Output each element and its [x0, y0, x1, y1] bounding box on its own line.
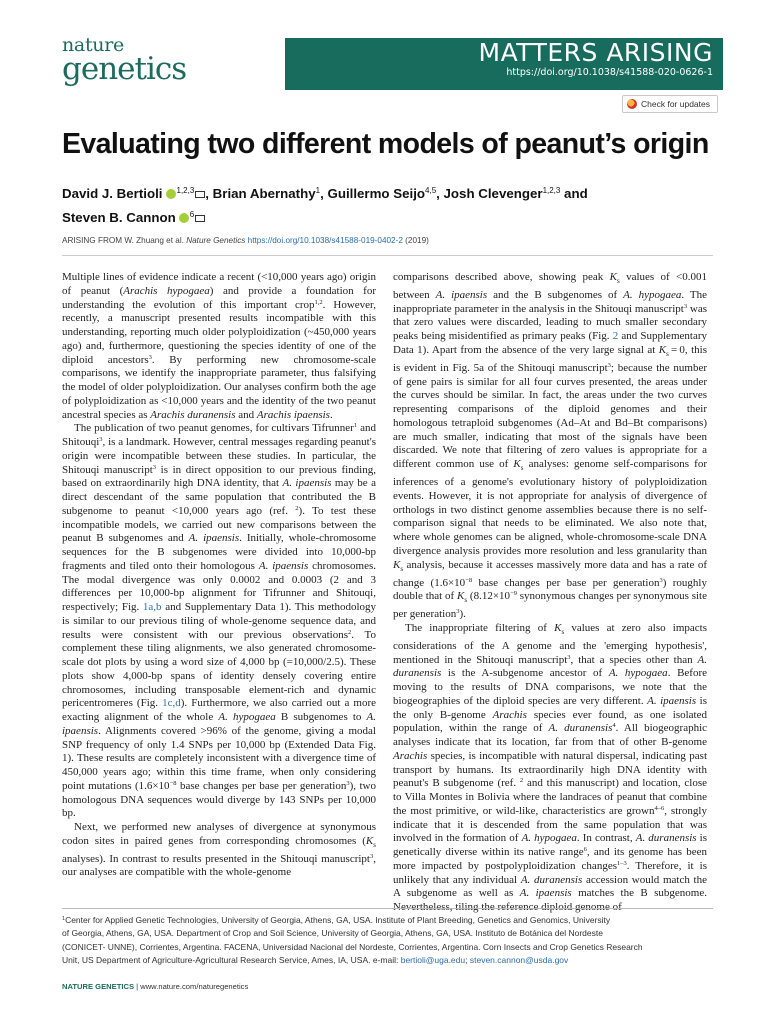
- paragraph: Next, we performed new analyses of divergence at synonymous codon sites in paired genes from corresponding chromosomes ($K_s$ analyses). In contrast to results presented in the Shitouqi manuscript$^3$, our analyses are compatible with the whole-genome: [62, 821, 376, 879]
- footnote-divider: [62, 908, 713, 909]
- email-icon[interactable]: [195, 191, 205, 198]
- paragraph: The inappropriate filtering of $K_s$ values at zero also impacts considerations of the A genome and the 'emerging hypothesis', mentioned in the Shitouqi manuscript$^3$, that a species other than A. duranensis is the A-subgenome ancestor of A. hypogaea. Before moving to the results of DNA comparisons, we note that the biogeographies of the diploid species are very different. A. ipaensis is the only B-genome Arachis species ever found, as one isolated population, within the range of A. duranensis$^4$. All biogeographic analyses indicate that its location, far from that of other B-genome Arachis species, is incompatible with natural dispersal, indicating past transport by humans. Its extraordinarily high DNA identity with peanut's B subgenome (ref. $^2$ and this manuscript) and location, close to Villa Montes in Bolivia where the landraces of peanut that combine the most primitive, or wild-like, characteristics are grown$^{4-6}$, strongly indicate that it is descended from the same population that was involved in the formation of A. hypogaea. In contrast, A. duranensis is genetically diverse within its native range$^6$, and its genome has been more impacted by postpolyploidization changes$^{1-3}$. Therefore, it is unlikely that any individual A. duranensis accession would match the A subgenome as well as A. ipaensis matches the B subgenome. Nevertheless, tiling the reference diploid genome of: [393, 621, 708, 914]
- arising-doi-link[interactable]: https://doi.org/10.1038/s41588-019-0402-2: [247, 236, 403, 245]
- body-column-right: [393, 271, 707, 915]
- author-name[interactable]: , Guillermo Seijo: [320, 186, 426, 201]
- paragraph: Multiple lines of evidence indicate a recent (<10,000 years ago) origin of peanut (Arachis hypogaea) and provide a foundation for understanding the evolution of this important crop$^{1,2}$. However, recently, a manuscript presented results incompatible with this understanding, reporting much older polyploidization (~450,000 years ago) and, furthermore, questioning the species identity of one of the diploid ancestors$^3$. By performing new chromosome-scale comparisons, we identify the inappropriate parameter, thus falsifying the model of older polyploidization. Our analyses confirm both the age of polyploidization as <10,000 years and the identity of the two peanut ancestral species as Arachis duranensis and Arachis ipaensis.: [62, 271, 377, 421]
- email-link[interactable]: steven.cannon@usda.gov: [469, 954, 569, 965]
- author-name[interactable]: Steven B. Cannon: [62, 210, 176, 225]
- email-icon[interactable]: [195, 215, 205, 222]
- arising-from: ARISING FROM W. Zhuang et al. Nature Genetics https://doi.org/10.1038/s41588-019-0402-2 (2019): [62, 236, 429, 245]
- journal-logo[interactable]: [62, 34, 202, 87]
- author-list: David J. Bertioli $^{1,2,3}$ , Brian Abernathy$^1$, Guillermo Seijo$^{4,5}$, Josh Clevenger$^{1,2,3}$ and Steven B. Cannon $^6$: [62, 186, 588, 225]
- matters-arising-banner: [285, 38, 723, 90]
- article-doi[interactable]: https://doi.org/10.1038/s41588-020-0626-1: [506, 67, 713, 78]
- body-column-left: [62, 271, 376, 880]
- footer-journal: NATURE GENETICS: [62, 982, 135, 991]
- check-updates-label: Check for updates: [641, 99, 710, 109]
- page-footer: [62, 982, 248, 991]
- crossmark-icon: [627, 99, 637, 109]
- affiliations: $^1$Center for Applied Genetic Technologies, University of Georgia, Athens, GA, USA. Institute of Plant Breeding, Genetics and Genomics, University of Georgia, Athens, GA, USA. Department of Crop and Soil Science, University of Georgia, Athens, GA, USA. Instituto de Botánica del Nordeste (CONICET- UNNE), Corrientes, Argentina. FACENA, Universidad Nacional del Nordeste, Corrientes, Argentina. Corn Insects and Crop Genetics Research Unit, US Department of Agriculture-Agricultural Research Service, Ames, IA, USA. e-mail: bertioli@uga.edu; steven.cannon@usda.gov: [62, 915, 643, 965]
- logo-genetics: genetics: [62, 51, 187, 87]
- author-name[interactable]: , Josh Clevenger: [436, 186, 543, 201]
- author-name[interactable]: David J. Bertioli: [62, 186, 163, 201]
- email-link[interactable]: bertioli@uga.edu: [400, 954, 466, 965]
- footer-site-link[interactable]: | www.nature.com/naturegenetics: [134, 982, 249, 991]
- check-updates-button[interactable]: [622, 95, 718, 113]
- logo-nature: nature: [62, 34, 124, 56]
- paragraph: comparisons described above, showing peak $K_s$ values of <0.001 between A. ipaensis and the B subgenomes of A. hypogaea. The inappropriate parameter in the analysis in the Shitouqi manuscript$^3$ was that zero values were discarded, leading to much smaller secondary peaks being misidentified as primary peaks (Fig. 2 and Supplementary Data 1). Apart from the absence of the very large signal at $K_s = 0$, this is evident in Fig. 5a of the Shitouqi manuscript$^3$; because the number of gene pairs is similar for all four curves presented, the areas under the curves should be similar. In fact, the areas under the two curves representing comparisons of the diploid genomes and their homologous tetraploid subgenomes (Ad–At and Bd–Bt comparisons) are much smaller, indicating that most of the signals have been discarded. We note that filtering of zero values is appropriate for a different common use of $K_s$ analyses: genome self-comparisons for inferences of a genome's evolutionary history of polyploidization events. However, it is not appropriate for analysis of divergence of orthologs in two distinct genome assemblies because there is no self-comparison signal that needs to be eliminated. We also note that, where whole genomes can be aligned, whole-chromosome-scale DNA divergence analysis provides more resolution and less granularity than $K_s$ analysis, because it accesses massively more data and has a rate of change ($1.6\times 10^{-8}$ base changes per base per generation$^3$) roughly double that of $K_s$ ($8.12\times 10^{-9}$ synonymous changes per synonymous site per generation$^3$).: [393, 271, 708, 621]
- article-title: Evaluating two different models of peanut’s origin: [62, 128, 709, 160]
- author-name[interactable]: , Brian Abernathy: [205, 186, 316, 201]
- article-type: MATTERS ARISING: [478, 38, 713, 67]
- paragraph: The publication of two peanut genomes, for cultivars Tifrunner$^1$ and Shitouqi$^3$, is a landmark. However, central messages regarding peanut's origin were incompatible between these studies. In particular, the Shitouqi manuscript$^3$ is in direct opposition to our previous finding, based on extraordinarily high DNA identity, that A. ipaensis may be a direct descendant of the same population that contributed the B subgenome to peanut <10,000 years ago (ref. $^2$). To test these incompatible models, we carried out new comparisons between the peanut B subgenomes and A. ipaensis. Initially, whole-chromosome sequences for the B subgenomes were divided into 10,000-bp fragments and tiled onto their homologous A. ipaensis chromosomes. The modal divergence was only 0.0002 and 0.0003 (2 and 3 differences per 10,000-bp alignment for Tifrunner and Shitouqi, respectively; Fig. 1a,b and Supplementary Data 1). This methodology is similar to our previous tiling of whole-genome sequence data, and results were consistent with our previous observations$^2$. To complement these tiling alignments, we also generated chromosome-scale dot plots by using a word size of 4,000 bp (=10,000/2.5). These plots show 4,000-bp spans of identity densely covering entire chromosomes, including transposable element-rich and dynamic pericentromeres (Fig. 1c,d). Furthermore, we also carried out a more exacting alignment of the whole A. hypogaea B subgenomes to A. ipaensis. Alignments covered >96% of the genome, giving a modal SNP frequency of only 1.4 SNPs per 10,000 bp (Extended Data Fig. 1). These results are completely inconsistent with a divergence time of 450,000 years ago; within this time frame, when only considering point mutations ($1.6\times 10^{-8}$ base changes per base per generation$^3$), two homologous DNA sequences would diverge by 143 SNPs per 10,000 bp.: [62, 422, 377, 820]
- orcid-icon[interactable]: [179, 213, 189, 223]
- divider: [62, 255, 713, 256]
- orcid-icon[interactable]: [166, 189, 176, 199]
